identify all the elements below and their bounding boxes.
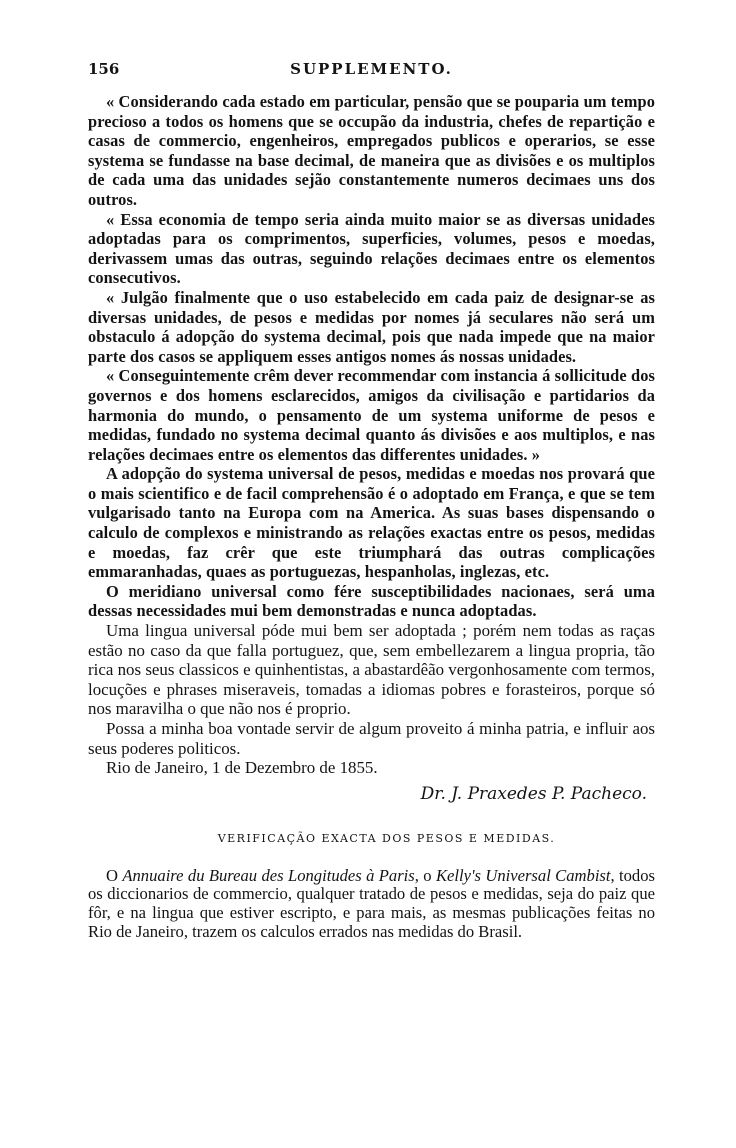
section-text [88,867,655,941]
signature-text: Dr. J. Praxedes P. Pacheco. [420,783,647,804]
section-heading: VERIFICAÇÃO EXACTA DOS PESOS E MEDIDAS. [217,831,556,845]
section-text-rest: , todos os diccionarios de commercio, qualquer tratado de pesos e medidas, seja do paiz que fôr, e na lingua que estiver escripto, e para mais, as mesmas publicações feitas no Rio de Janeiro, trazem os calculos errados nas medidas do Brasil. [88,865,655,941]
paragraph: Possa a minha boa vontade servir de algum proveito á minha patria, e influir aos seus poderes politicos. [88,719,655,758]
page-number: 156 [88,60,120,78]
signature [88,784,655,804]
paragraph: Uma lingua universal póde mui bem ser adoptada ; porém nem todas as raças estão no caso da que falla portuguez, que, sem embellezarem a lingua propria, tão rica nos seus classicos e quinhentistas, a abastardêão vergonhosamente com termos, locuções e phrases miseraveis, tomadas a idiomas pobres e forasteiros, porque só nos maravilha o que não nos é proprio. [88,621,655,719]
running-title: SUPPLEMENTO. [290,60,453,78]
book-title-annuaire: Annuaire du Bureau des Longitudes à Paris [122,865,415,885]
paragraph: « Essa economia de tempo seria ainda muito maior se as diversas unidades adoptadas para os comprimentos, superficies, volumes, pesos e moedas, derivassem umas das outras, seguindo relações decimaes entre os elementos consecutivos. [88,209,655,288]
running-head [88,60,655,84]
dateline: Rio de Janeiro, 1 de Dezembro de 1855. [106,758,378,778]
book-title-cambist: Kelly's Universal Cambist [435,865,611,885]
main-text [88,92,655,778]
paragraph: A adopção do systema universal de pesos, medidas e moedas nos provará que o mais scientifico e de facil comprehensão é o adoptado em França, e que se tem vulgarisado tanto na Europa com na America. As suas bases dispensando o calculo de complexos e ministrando as relações exactas entre os pesos, medidas e moedas, faz crêr que este triumphará das outras complicações emmaranhadas, quaes as portuguezas, hespanholas, inglezas, etc. [88,464,655,582]
section-text-mid: , o [414,865,436,885]
paragraph: « Considerando cada estado em particular, pensão que se pouparia um tempo precioso a todos os homens que se occupão da industria, chefes de repartição e casas de commercio, engenheiros, empregados publicos e operarios, se esse systema se fundasse na base decimal, de maneira que as divisões e os multiplos de cada uma das unidades sejão constantemente numeros decimaes uns dos outros. [88,92,655,209]
paragraph: « Conseguintemente crêm dever recommendar com instancia á sollicitude dos governos e dos homens esclarecidos, amigos da civilisação e partidarios da harmonia do mundo, o pensamento de um systema uniforme de pesos e medidas, fundado no systema decimal quanto ás divisões e aos multiplos, e nas relações decimaes entre os elementos das differentes unidades. » [88,366,655,464]
section-text-intro: O [106,865,123,885]
paragraph: « Julgão finalmente que o uso estabelecido em cada paiz de designar-se as diversas unidades, de pesos e medidas por nomes já seculares não será um obstaculo á adopção do systema decimal, pois que nada impede que na maior parte dos casos se appliquem esses antigos nomes ás nossas unidades. [88,287,655,366]
paragraph [88,867,655,941]
paragraph: O meridiano universal como fére susceptibilidades nacionaes, será uma dessas necessidades mui bem demonstradas e nunca adoptadas. [88,581,655,621]
book-page [88,60,655,941]
